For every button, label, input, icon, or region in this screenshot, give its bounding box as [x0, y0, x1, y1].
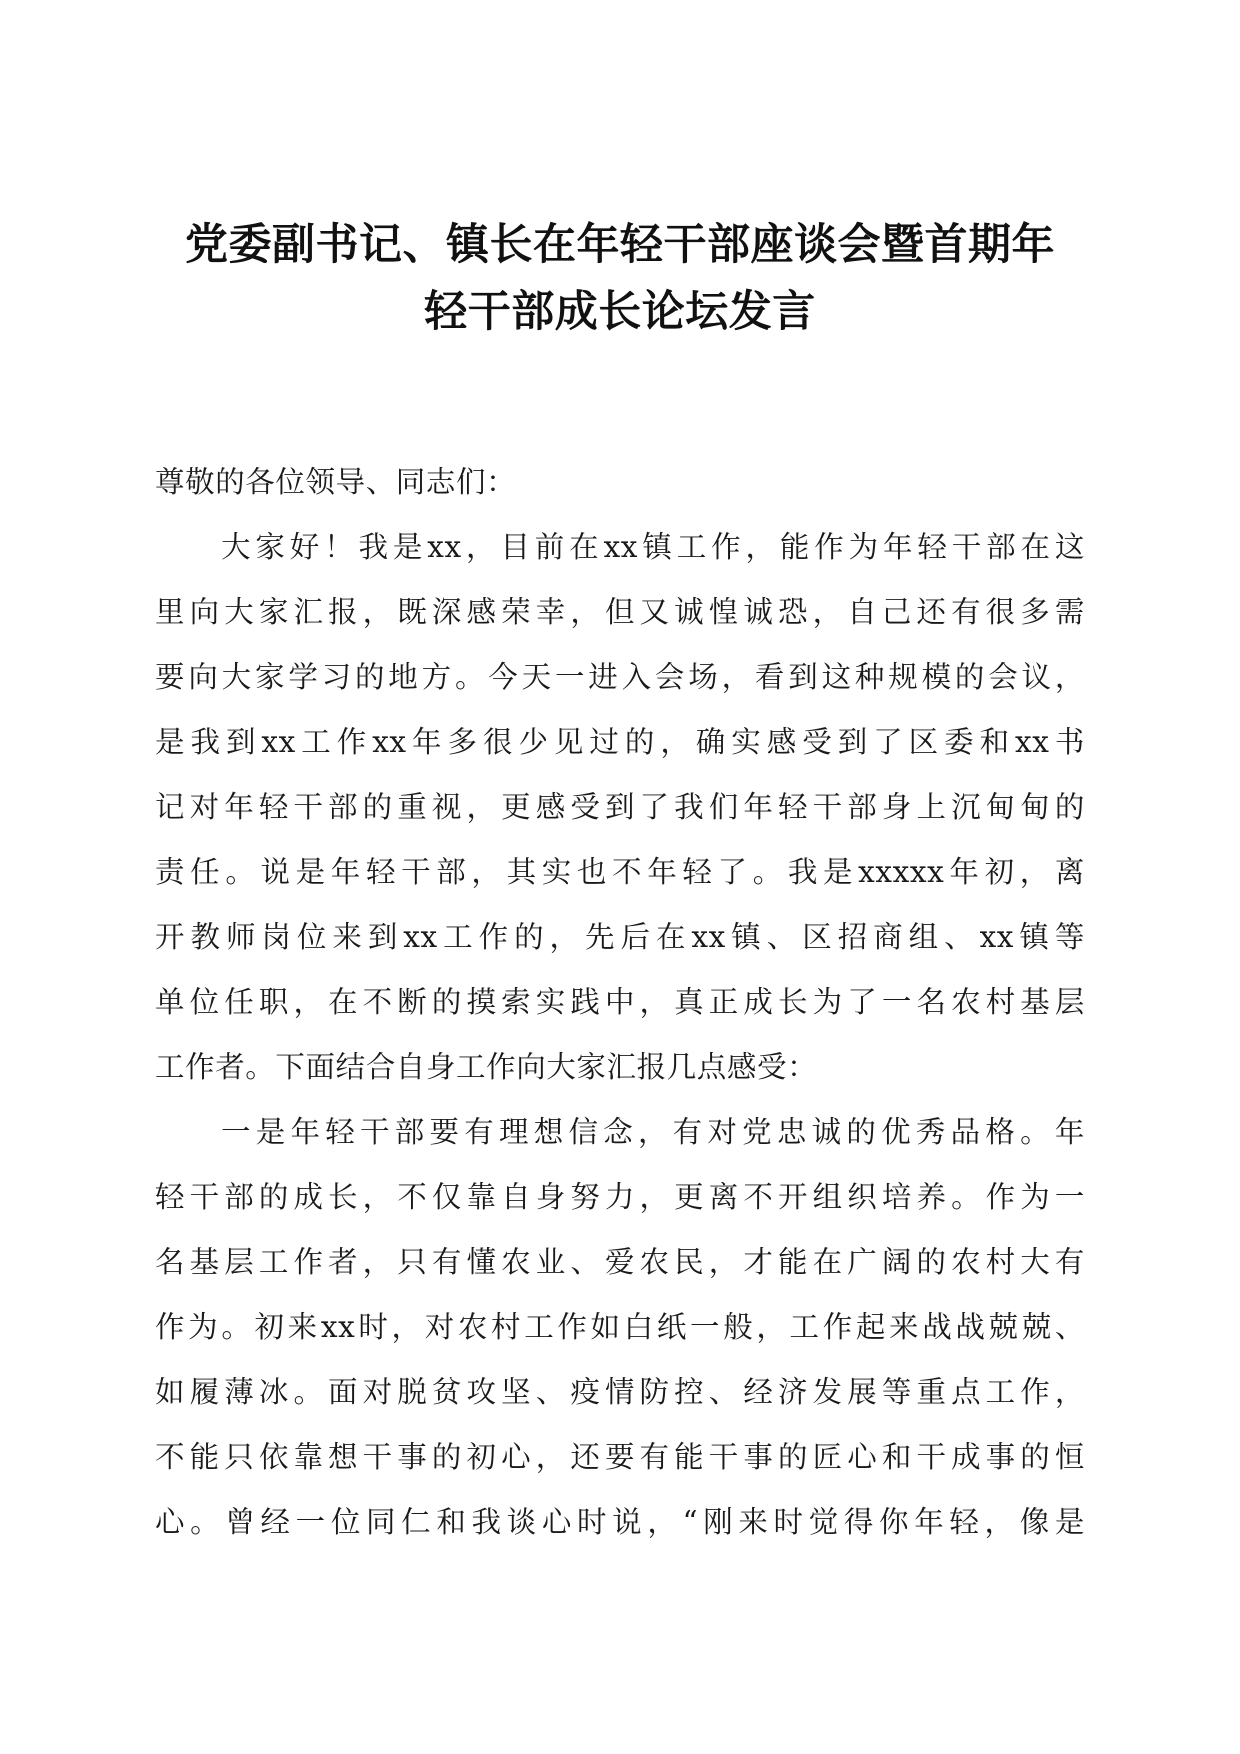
- document-title: [140, 212, 1100, 346]
- title-line: 轻干部成长论坛发言: [424, 287, 816, 337]
- paragraph-point-one: [155, 1100, 1085, 1555]
- text-line: 责任。说是年轻干部，其实也不年轻了。我是xxxxx年初，离: [155, 855, 1085, 889]
- text-line: 作为。初来xx时，对农村工作如白纸一般，工作起来战战兢兢、: [155, 1310, 1085, 1344]
- title-line: 党委副书记、镇长在年轻干部座谈会暨首期年: [185, 220, 1055, 270]
- text-line: 里向大家汇报，既深感荣幸，但又诚惶诚恐，自己还有很多需: [155, 595, 1085, 629]
- text-line: 工作者。下面结合自身工作向大家汇报几点感受：: [155, 1050, 818, 1084]
- document-body: [155, 450, 1085, 1555]
- text-line: 如履薄冰。面对脱贫攻坚、疫情防控、经济发展等重点工作，: [155, 1375, 1085, 1409]
- text-line: 要向大家学习的地方。今天一进入会场，看到这种规模的会议，: [155, 660, 1085, 694]
- text-line: 开教师岗位来到xx工作的，先后在xx镇、区招商组、xx镇等: [155, 920, 1085, 954]
- text-line: 大家好！我是xx，目前在xx镇工作，能作为年轻干部在这: [221, 530, 1085, 564]
- text-line: 一是年轻干部要有理想信念，有对党忠诚的优秀品格。年: [221, 1115, 1085, 1149]
- paragraph-greeting: [155, 515, 1085, 1100]
- text-line: 记对年轻干部的重视，更感受到了我们年轻干部身上沉甸甸的: [155, 790, 1085, 824]
- text-line: 是我到xx工作xx年多很少见过的，确实感受到了区委和xx书: [155, 725, 1085, 759]
- text-line: 不能只依靠想干事的初心，还要有能干事的匠心和干成事的恒: [155, 1440, 1085, 1474]
- text-line: 名基层工作者，只有懂农业、爱农民，才能在广阔的农村大有: [155, 1245, 1085, 1279]
- text-line: 轻干部的成长，不仅靠自身努力，更离不开组织培养。作为一: [155, 1180, 1085, 1214]
- text-line: 单位任职，在不断的摸索实践中，真正成长为了一名农村基层: [155, 985, 1085, 1019]
- salutation: 尊敬的各位领导、同志们：: [155, 465, 517, 499]
- text-line: 心。曾经一位同仁和我谈心时说，“刚来时觉得你年轻，像是: [155, 1505, 1085, 1539]
